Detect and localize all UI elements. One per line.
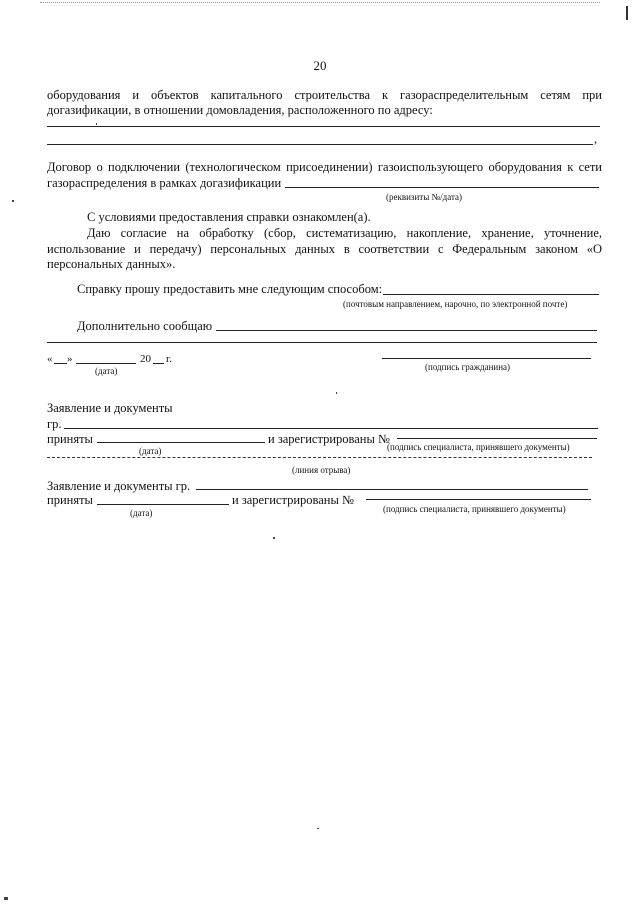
tear-line bbox=[47, 457, 592, 458]
address-line-2[interactable] bbox=[47, 144, 593, 145]
receipt-1-number-field[interactable] bbox=[397, 438, 597, 439]
receipt-2-date-caption: (дата) bbox=[130, 508, 153, 518]
receipt-2-citizen-field[interactable] bbox=[196, 489, 588, 490]
day-field[interactable] bbox=[54, 363, 67, 364]
month-field[interactable] bbox=[76, 363, 136, 364]
delivery-method-label: Справку прошу предоставить мне следующим способом: bbox=[77, 282, 383, 296]
address-line-comma: , bbox=[594, 132, 598, 146]
receipt-2-registered-label: и зарегистрированы № bbox=[232, 493, 354, 507]
contract-details-field[interactable] bbox=[285, 187, 599, 188]
receipt-2-title: Заявление и документы гр. bbox=[47, 479, 191, 493]
scan-speck bbox=[12, 200, 14, 202]
receipt-1-date-field[interactable] bbox=[97, 442, 265, 443]
receipt-1-citizen-prefix: гр. bbox=[47, 417, 62, 431]
scan-speck bbox=[4, 897, 8, 900]
consent-line-3: персональных данных». bbox=[47, 257, 176, 271]
scan-top-artifact bbox=[40, 2, 600, 3]
scan-speck bbox=[96, 123, 97, 125]
page-number: 20 bbox=[313, 58, 327, 73]
date-quote-close: » bbox=[67, 353, 73, 365]
scan-speck bbox=[273, 537, 275, 539]
additional-info-field-1[interactable] bbox=[216, 330, 597, 331]
consent-line-2: использование и передачу) персональных данных в соответствии с Федеральным законом «О bbox=[47, 242, 602, 256]
intro-line-1: оборудования и объектов капитального строительства к газораспределительным сетям при bbox=[47, 88, 602, 102]
consent-line-1: Даю согласие на обработку (сбор, систематизацию, накопление, хранение, уточнение, bbox=[87, 226, 602, 240]
receipt-2-date-field[interactable] bbox=[97, 504, 229, 505]
scan-speck bbox=[336, 392, 337, 394]
scan-right-edge-mark bbox=[626, 6, 628, 20]
date-caption: (дата) bbox=[95, 366, 118, 376]
tear-line-caption: (линия отрыва) bbox=[292, 465, 351, 475]
contract-details-caption: (реквизиты №/дата) bbox=[386, 192, 462, 202]
receipt-2-accepted-label: приняты bbox=[47, 493, 93, 507]
additional-info-label: Дополнительно сообщаю bbox=[77, 319, 213, 333]
intro-line-2: догазификации, в отношении домовладения, расположенного по адресу: bbox=[47, 103, 433, 117]
receipt-1-registered-label: и зарегистрированы № bbox=[268, 432, 390, 446]
receipt-1-date-caption: (дата) bbox=[139, 446, 162, 456]
citizen-signature-caption: (подпись гражданина) bbox=[425, 362, 511, 372]
familiar-statement: С условиями предоставления справки ознакомлен(а). bbox=[87, 210, 371, 224]
date-quote-open: « bbox=[47, 353, 53, 365]
receipt-1-sign-caption: (подпись специалиста, принявшего документы) bbox=[387, 442, 570, 452]
year-field[interactable] bbox=[153, 363, 164, 364]
address-line-1[interactable] bbox=[47, 126, 600, 127]
contract-line-1: Договор о подключении (технологическом присоединении) газоиспользующего оборудования к сети bbox=[47, 160, 602, 174]
contract-line-2: газораспределения в рамках догазификации bbox=[47, 176, 282, 190]
delivery-method-caption: (почтовым направлением, нарочно, по электронной почте) bbox=[343, 299, 568, 309]
receipt-2-number-field[interactable] bbox=[366, 499, 591, 500]
citizen-signature-field[interactable] bbox=[382, 358, 591, 359]
year-prefix: 20 bbox=[140, 353, 151, 365]
year-suffix: г. bbox=[166, 353, 173, 365]
additional-info-field-2[interactable] bbox=[47, 342, 597, 343]
receipt-2-sign-caption: (подпись специалиста, принявшего документы) bbox=[383, 504, 566, 514]
receipt-1-citizen-field[interactable] bbox=[64, 428, 598, 429]
receipt-1-title: Заявление и документы bbox=[47, 401, 173, 415]
delivery-method-field[interactable] bbox=[383, 294, 599, 295]
scan-speck bbox=[317, 828, 319, 829]
receipt-1-accepted-label: приняты bbox=[47, 432, 93, 446]
